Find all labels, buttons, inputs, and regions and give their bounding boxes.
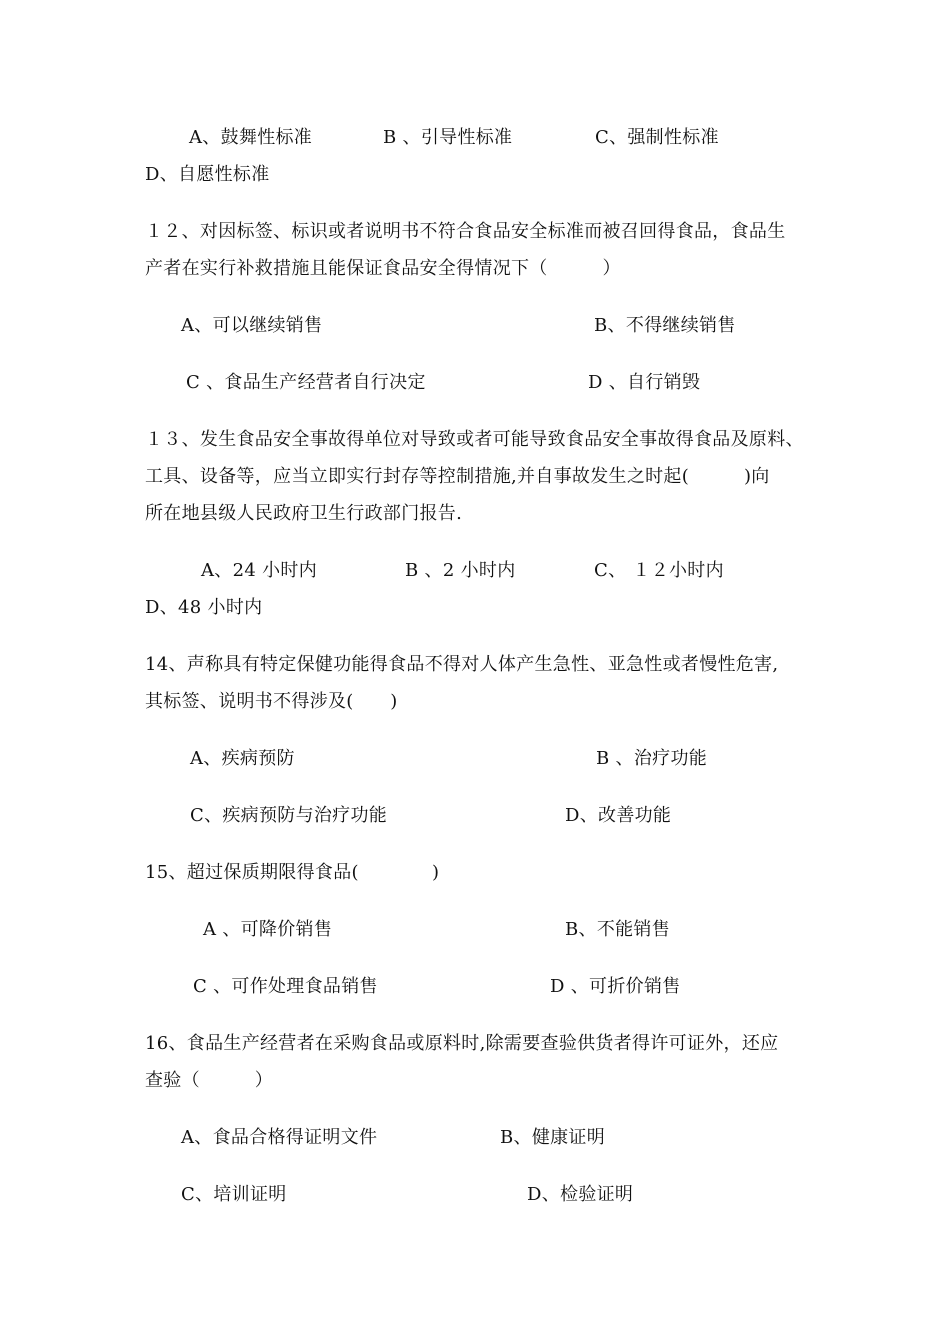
q13-option-d: D、48 小时内 xyxy=(145,597,263,618)
q14-stem-line1: 14、声称具有特定保健功能得食品不得对人体产生急性、亚急性或者慢性危害, xyxy=(145,654,779,675)
q16-stem-line1: 16、食品生产经营者在采购食品或原料时,除需要查验供货者得许可证外，还应 xyxy=(145,1033,779,1054)
q14-option-a: A、疾病预防 xyxy=(190,748,295,769)
q12-option-c: C 、食品生产经营者自行决定 xyxy=(186,372,426,393)
q13-stem-line3: 所在地县级人民政府卫生行政部门报告. xyxy=(145,503,463,524)
q11-option-d: D、自愿性标准 xyxy=(145,164,270,185)
q16-option-d: D、检验证明 xyxy=(527,1184,634,1205)
q14-option-b: B 、治疗功能 xyxy=(596,748,708,769)
q16-stem-line2: 查验（ ） xyxy=(145,1070,274,1091)
q12-stem-line2: 产者在实行补救措施且能保证食品安全得情况下（ ） xyxy=(145,258,621,279)
q15-option-b: B、不能销售 xyxy=(565,919,671,940)
q16-option-b: B、健康证明 xyxy=(500,1127,606,1148)
q12-option-a: A、可以继续销售 xyxy=(181,315,323,336)
q12-stem-line1: １２、对因标签、标识或者说明书不符合食品安全标准而被召回得食品，食品生 xyxy=(145,221,786,242)
q12-option-b: B、不得继续销售 xyxy=(594,315,736,336)
q11-option-b: B 、引导性标准 xyxy=(383,127,513,148)
q13-option-a: A、24 小时内 xyxy=(201,560,318,581)
q16-option-a: A、食品合格得证明文件 xyxy=(181,1127,378,1148)
q14-option-d: D、改善功能 xyxy=(565,805,672,826)
q14-stem-line2: 其标签、说明书不得涉及( ) xyxy=(145,691,398,712)
q13-stem-line2: 工具、设备等，应当立即实行封存等控制措施,并自事故发生之时起( )向 xyxy=(145,466,770,487)
q15-option-a: A 、可降价销售 xyxy=(203,919,333,940)
q16-option-c: C、培训证明 xyxy=(181,1184,287,1205)
q15-option-c: C 、可作处理食品销售 xyxy=(193,976,378,997)
q14-option-c: C、疾病预防与治疗功能 xyxy=(190,805,388,826)
q13-option-c: C、 １２小时内 xyxy=(594,560,724,581)
q11-option-c: C、强制性标准 xyxy=(595,127,719,148)
q13-stem-line1: １３、发生食品安全事故得单位对导致或者可能导致食品安全事故得食品及原料、 xyxy=(145,429,804,450)
q12-option-d: D 、自行销毁 xyxy=(588,372,701,393)
q15-option-d: D 、可折价销售 xyxy=(550,976,681,997)
q11-option-a: A、鼓舞性标准 xyxy=(189,127,313,148)
q13-option-b: B 、2 小时内 xyxy=(405,560,516,581)
q15-stem-line1: 15、超过保质期限得食品( ) xyxy=(145,862,440,883)
